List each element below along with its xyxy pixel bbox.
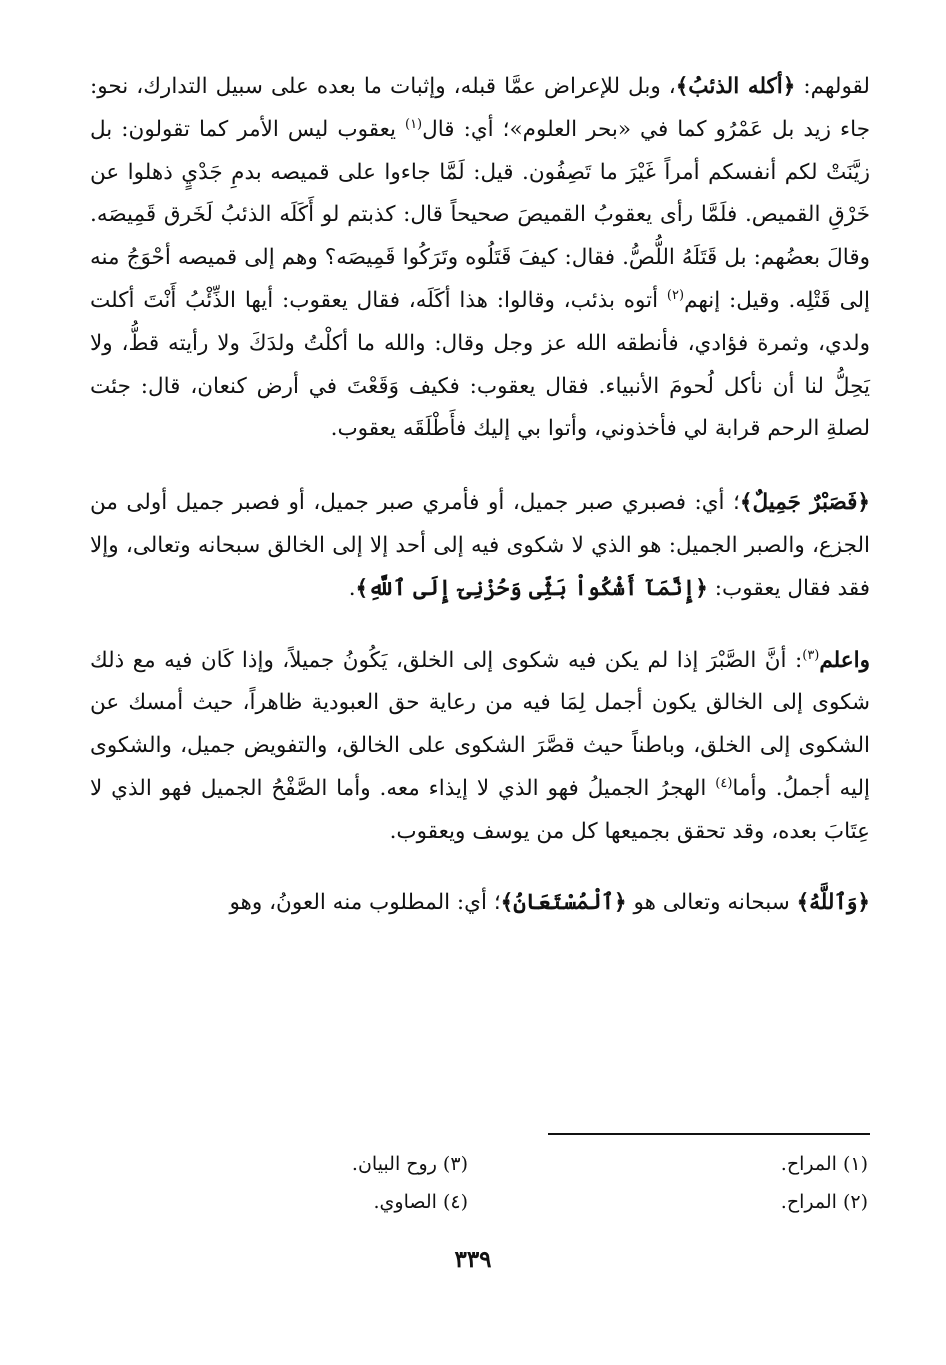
lead-word: واعلم [819,647,870,673]
quran-quote: ﴿أكله الذئبُ﴾ [675,74,796,99]
text-run: أتوه بذئب، وقالوا: هذا أكَلَه، فقال يعقوب: أيها الذِّئْبُ أَنْتَ أكلت ولدي، وثمرة فؤادي، فأنطقه الله عز وجل وقال: والله ما أكلْتُ ولدَكَ ولا رأيته قطُّ، ولا يَحِلُّ لنا أن نأكل لُحومَ الأنبياء. فقال يعقوب: فكيف وَقَعْتَ في أرض كنعان، قال: جئت لصلةِ الرحم قرابة لي فأخذوني، وأتوا بي إليك فأَطْلَقَه يعقوب. [90,287,870,442]
text-run: : أنَّ الصَّبْرَ إذا لم يكن فيه شكوى إلى الخلق، يَكُونُ جميلاً، وإذا كَان فيه مع ذلك شكوى إلى الخالق يكون أجمل لِمَا فيه من رعاية حق العبودية ظاهراً، حيث أمسك عن الشكوى إلى الخلق، وباطناً حيث قصَّرَ الشكوى على الخالق، والتفويض جميل، والشكوى إليه أجملُ. وأما [90,647,870,801]
footnote-ref-4: (٤) [715,775,733,791]
quran-quote: ﴿إِنَّمَآ أَشْكُواْ بَثِّى وَحُزْنِىٓ إِلَى ٱللَّهِ﴾ [355,575,708,601]
page-number: ٣٣٩ [454,1246,492,1273]
text-run: ؛ أي: فصبري صبر جميل، أو فأمري صبر جميل، أو فصبر جميل أولى من الجزع، والصبر الجميل: هو الذي لا شكوى فيه إلى أحد إلا إلى الخالق سبحانه وتعالى، وإلا فقد فقال يعقوب: [90,490,870,601]
footnote-3: (٣) روح البيان. [351,1153,468,1175]
text-run: يعقوب ليس الأمر كما تقولون: بل زيَّنَتْ لكم أنفسكم أمراً غَيْرَ ما تَصِفُون. قيل: لَمَّا جاءوا على قميصه بدمِ جَدْيٍ ذهلوا عن خَرْقِ القميص. فلَمَّا رأى يعقوبُ القميصَ صحيحاً قال: كذبتم لو أَكَلَه الذئبُ لَخَرق قَمِيصَه. وقالَ بعضُهم: بل قَتَلَهُ اللُّصُّ. فقال: كيفَ قَتَلُوه وتَرَكُوا قَمِيصَه؟ وهم إلى قميصه أحْوَجُ منه إلى قَتْلِه. وقيل: إنهم [90,116,871,313]
footnotes [0,1151,946,1231]
quran-quote: ﴿وَٱللَّهُ﴾ [796,889,870,915]
paragraph-3 [90,640,870,854]
footnote-ref-3: (٣) [802,647,820,663]
footnote-ref-2: (٢) [666,287,685,303]
text-run: ، وبل للإعراض عمَّا قبله، وإثبات ما بعده على سبيل التدارك، نحو: جاء زيد بل عَمْرُو كما في «بحر العلوم»؛ أي: قال [90,74,870,142]
text-run: لقولهم: [795,74,870,99]
paragraph-4 [90,882,870,925]
footnote-1: (١) المراح. [780,1153,868,1175]
quran-quote: ﴿ٱلْمُسْتَعَانُ﴾ [500,889,627,915]
text-run: ؛ أي: المطلوب منه العونُ، وهو [229,889,501,915]
paragraph-2 [90,482,870,610]
text-run: . [348,575,356,601]
footnote-2: (٢) المراح. [780,1191,868,1213]
quran-quote: ﴿فَصَبْرٌ جَمِيلٌ﴾ [739,490,870,516]
text-run: سبحانه وتعالى هو [626,889,797,915]
main-text [90,66,870,924]
paragraph-1 [90,66,870,451]
footnote-divider [548,1133,870,1135]
text-run: الهجرُ الجميلُ فهو الذي لا إيذاء معه. وأما الصَّفْحُ الجميل فهو الذي لا عِتَابَ بعده، وقد تحقق بجميعها كل من يوسف ويعقوب. [90,775,870,844]
footnote-4: (٤) الصاوي. [373,1191,468,1213]
footnote-ref-1: (١) [404,116,423,132]
